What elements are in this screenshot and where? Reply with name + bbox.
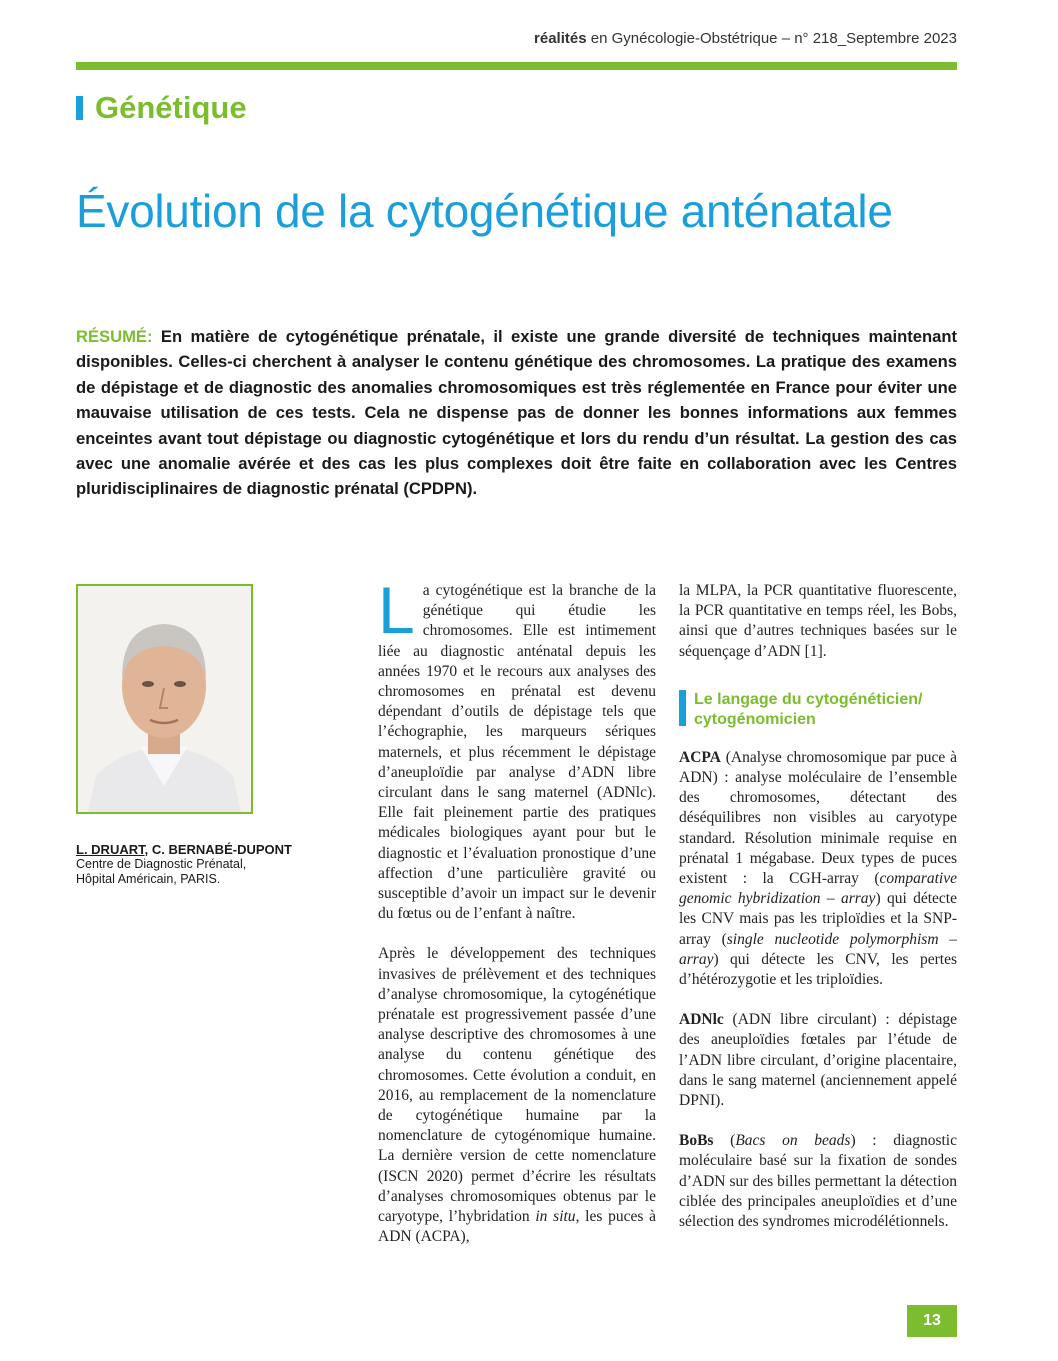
abstract bbox=[76, 324, 957, 502]
acpa-text-a: (Analyse chromosomique par puce à ADN) : analyse moléculaire de l’ensemble des chromosomes, détectant des déséquilibres non visibles au caryotype standard. Résolution minimale requise en prénatal 1 mégabase. Deux types de puces existent : la CGH-array ( bbox=[679, 748, 957, 888]
acpa-italic-1: comparative genomic hybridization – array bbox=[679, 870, 957, 908]
adnlc-text: (ADN libre circulant) : dépistage des aneuploïdies fœtales par l’étude de l’ADN libre circulant, d’origine placentaire, dans le sang maternel (anciennement appelé DPNI). bbox=[679, 1011, 957, 1110]
journal-name: réalités bbox=[534, 30, 587, 47]
history-paragraph bbox=[378, 944, 656, 1247]
subheading-text: Le langage du cytogénéticien/ cytogénomicien bbox=[694, 690, 923, 728]
subheading bbox=[679, 690, 957, 730]
journal-header bbox=[534, 30, 957, 47]
bobs-text-a: ( bbox=[713, 1132, 736, 1150]
bobs-italic: Bacs on beads bbox=[735, 1132, 851, 1150]
definition-acpa bbox=[679, 748, 957, 990]
term-bobs: BoBs bbox=[679, 1132, 714, 1150]
section-label: Génétique bbox=[95, 90, 247, 125]
acpa-italic-2: single nucleotide polymorphism – array bbox=[679, 930, 958, 968]
intro-paragraph bbox=[378, 573, 656, 924]
header-rule bbox=[76, 62, 957, 70]
bobs-text-b: ) : diagnostic moléculaire basé sur la fixation de sondes d’ADN sur des billes permettant la détection ciblée des principales aneuploïdies et d’une sélection des syndromes microdélétionnels. bbox=[679, 1132, 957, 1231]
techniques-paragraph: la MLPA, la PCR quantitative fluorescente, la PCR quantitative en temps réel, les Bobs, ainsi que d’autres techniques basées sur le séquençage d’ADN [1]. bbox=[679, 582, 957, 660]
affiliation-line-2: Hôpital Américain, PARIS. bbox=[76, 872, 221, 886]
section-bar bbox=[76, 96, 83, 120]
acpa-text-c: ) qui détecte les CNV, les pertes d’hétérozygotie et les triploïdies. bbox=[679, 950, 957, 989]
affiliation-line-1: Centre de Diagnostic Prénatal, bbox=[76, 857, 247, 871]
section-tag bbox=[76, 88, 247, 128]
term-acpa: ACPA bbox=[679, 748, 721, 766]
intro-text: a cytogénétique est la branche de la génétique qui étudie les chromosomes. Elle est intimement liée au diagnostic anténatal depuis les années 1970 et le recours aux analyses des chromosomes en prénatal est devenu dépendant d’outils de dépistage tels que l’échographie, les marqueurs sériques maternels, et plus récemment le dépistage d’aneuploïdie par analyse d’ADN libre circulant dans le sang maternel (ADNlc). Elle fait pleinement partie des pratiques médicales biologiques ayant pour but le diagnostic et l’évaluation pronostique d’une affection d’une particulière gravité ou susceptible d’avoir un impact sur le devenir du fœtus ou de l’enfant à naître. bbox=[378, 582, 656, 923]
term-adnlc: ADNlc bbox=[679, 1011, 724, 1029]
article-title: Évolution de la cytogénétique anténatale bbox=[76, 185, 893, 237]
author-portrait-illustration bbox=[78, 586, 251, 812]
drop-cap: L bbox=[378, 573, 415, 647]
definition-bobs bbox=[679, 1131, 957, 1232]
author-photo bbox=[76, 584, 253, 814]
acpa-text-b: ) qui détecte les CNV mais pas les triploïdies et la SNP-array ( bbox=[679, 890, 957, 948]
history-italic: in situ bbox=[535, 1208, 576, 1226]
page-number: 13 bbox=[907, 1305, 957, 1337]
subheading-bar bbox=[679, 690, 686, 726]
author-block bbox=[76, 842, 316, 887]
history-text-b: , les puces à ADN (ACPA), bbox=[378, 1208, 657, 1246]
body-column-2 bbox=[679, 581, 957, 1252]
body-column-1 bbox=[378, 573, 657, 1268]
issue-info: en Gynécologie-Obstétrique – n° 218_Septembre 2023 bbox=[586, 30, 957, 47]
author-names bbox=[76, 842, 316, 857]
abstract-lead: RÉSUMÉ: bbox=[76, 327, 153, 346]
definition-adnlc bbox=[679, 1010, 957, 1111]
abstract-text: En matière de cytogénétique prénatale, il existe une grande diversité de techniques maintenant disponibles. Celles-ci cherchent à analyser le contenu génétique des chromosomes. La pratique des examens de dépistage et de diagnostic des anomalies chromosomiques est très réglementée en France pour éviter une mauvaise utilisation de ces tests. Cela ne dispense pas de donner les bonnes informations aux femmes enceintes avant tout dépistage ou diagnostic cytogénétique et lors du rendu d’un résultat. La gestion des cas avec une anomalie avérée et des cas les plus complexes doit être faite en collaboration avec les Centres pluridisciplinaires de diagnostic prénatal (CPDPN). bbox=[76, 327, 957, 499]
history-text-a: Après le développement des techniques invasives de prélèvement et des techniques d’analyse chromosomique, la cytogénétique prénatale est progressivement passée d’une analyse descriptive des chromosomes à une analyse du contenu génétique des chromosomes. Cette évolution a conduit, en 2016, au remplacement de la nomenclature de cytogénétique humaine par la nomenclature de cytogénomique humaine. La dernière version de cette nomenclature (ISCN 2020) permet d’écrire les résultats d’analyses chromosomiques obtenus par le caryotype, l’hybridation bbox=[378, 945, 656, 1226]
author-1: L. DRUART bbox=[76, 842, 145, 857]
author-2: C. BERNABÉ-DUPONT bbox=[151, 842, 292, 857]
author-separator: , bbox=[144, 842, 152, 857]
